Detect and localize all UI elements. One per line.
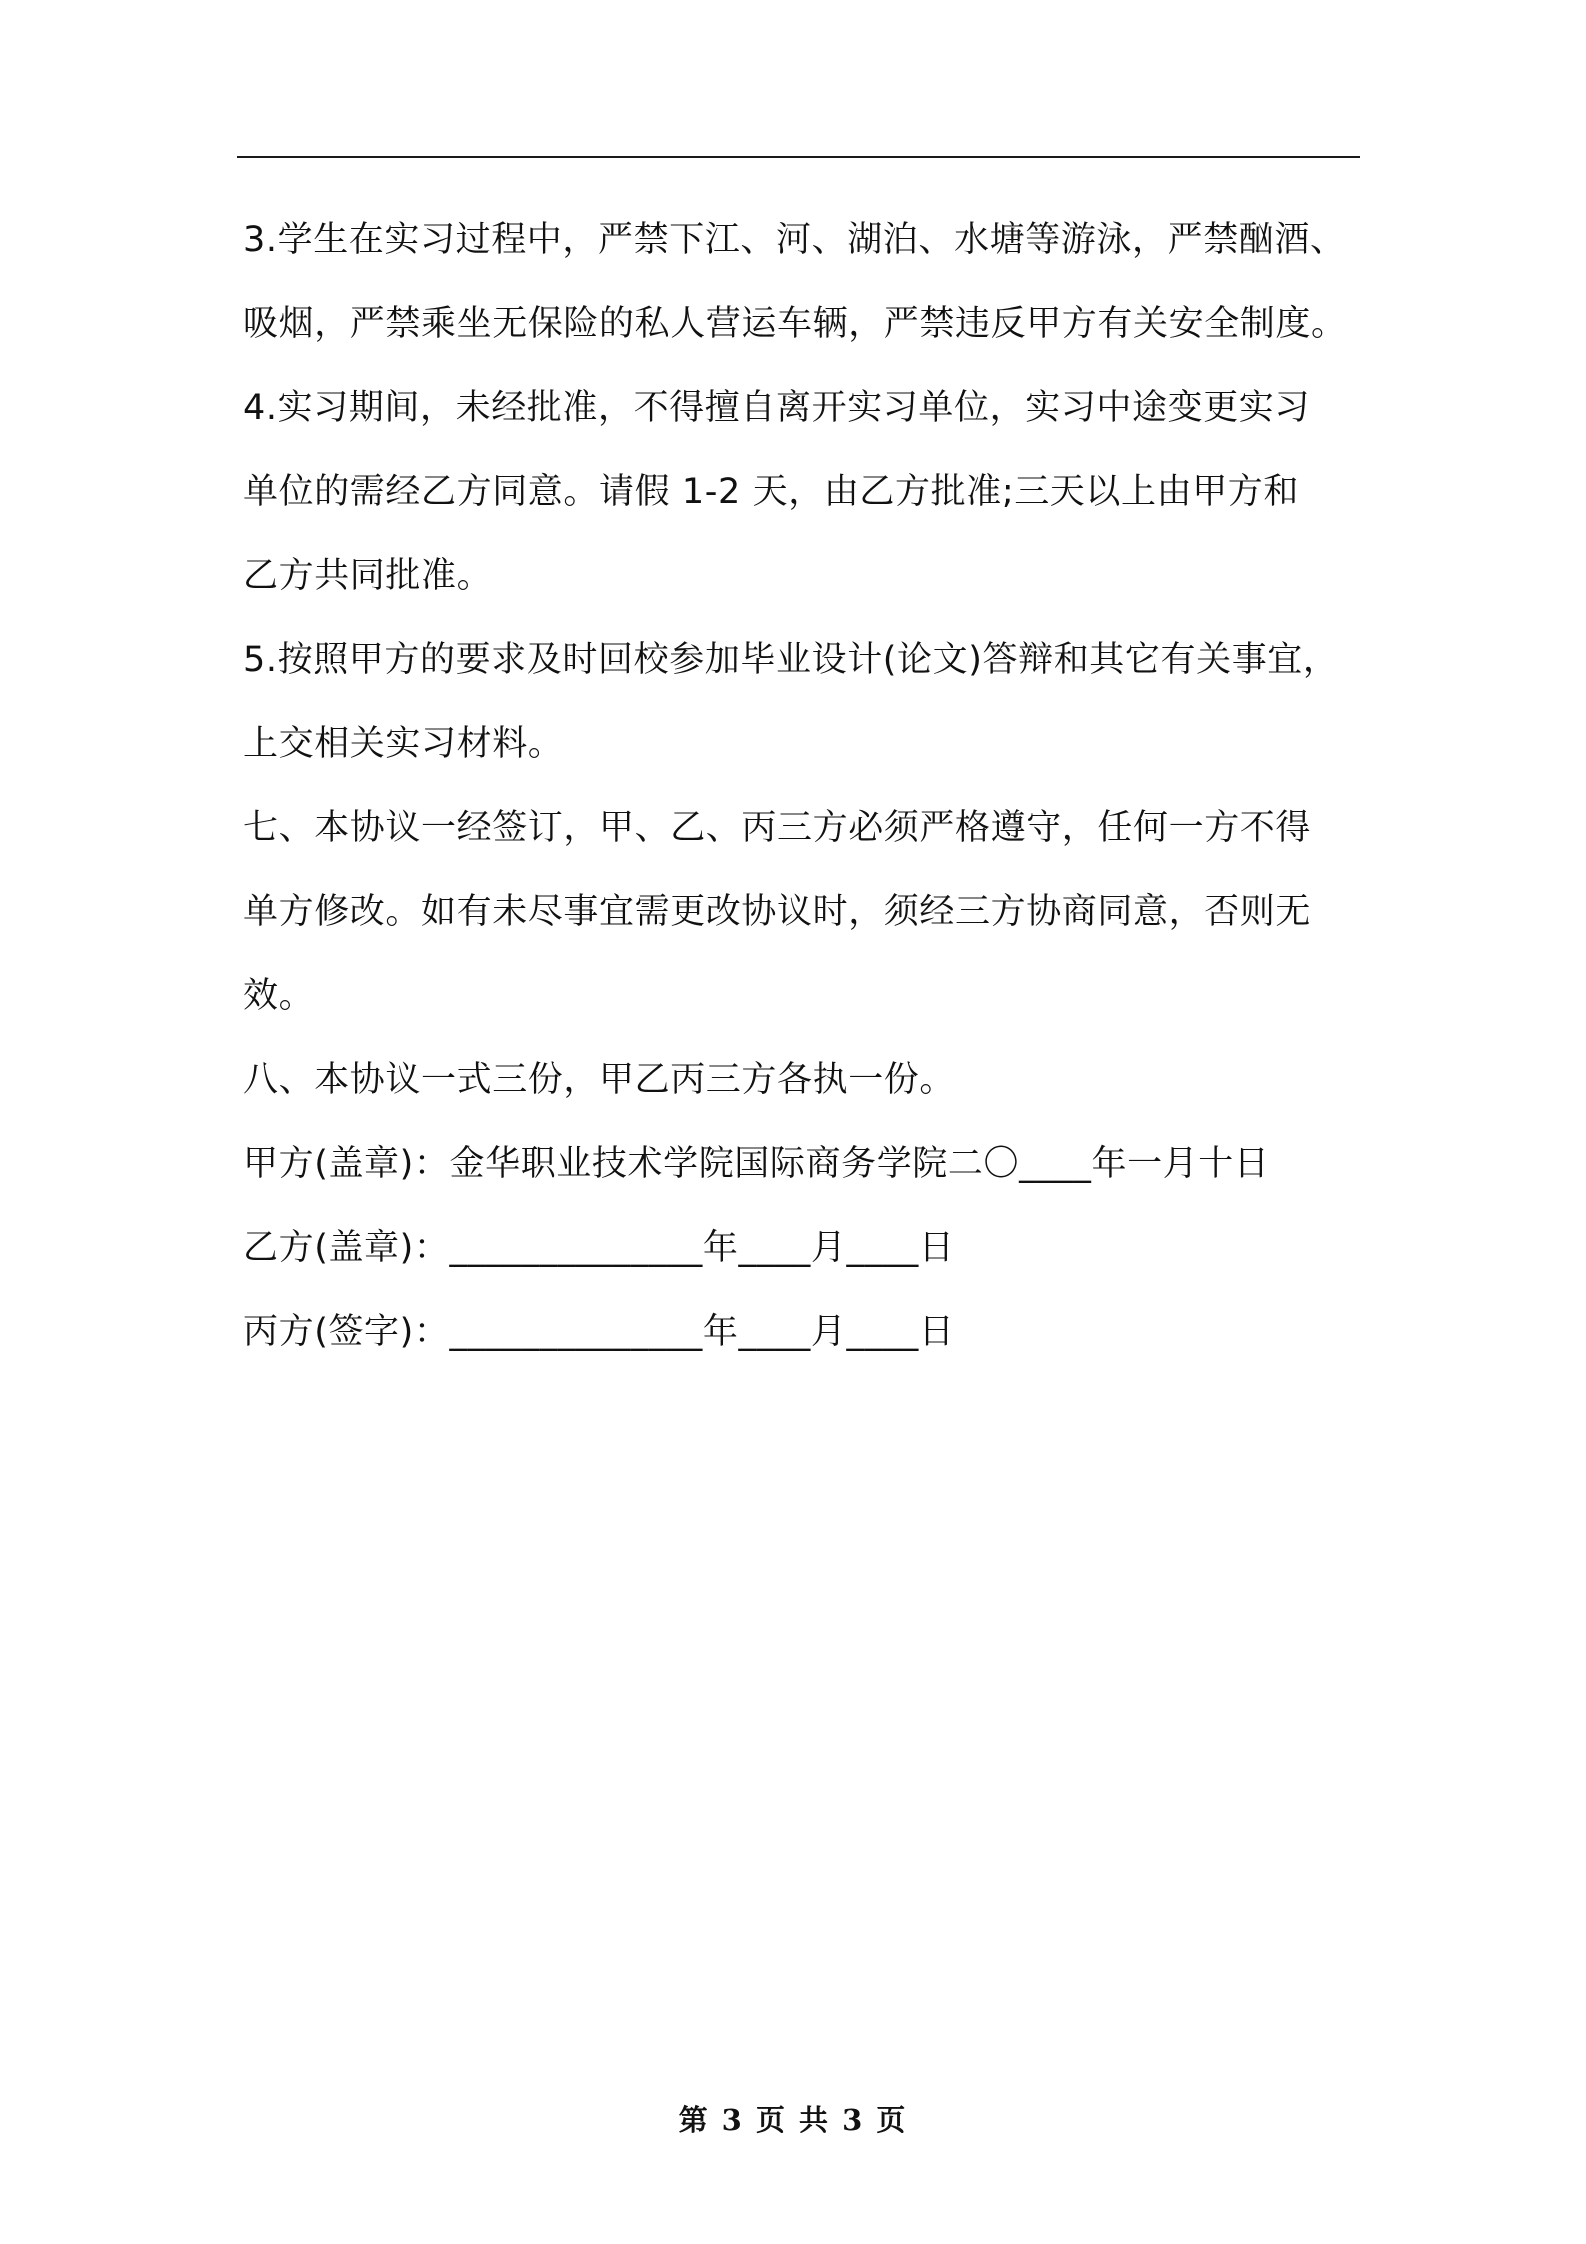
text-line: 上交相关实习材料。 — [243, 724, 564, 764]
text-line: 4.实习期间，未经批准，不得擅自离开实习单位，实习中途变更实习 — [243, 388, 1310, 428]
text-line: 八、本协议一式三份，甲乙丙三方各执一份。 — [243, 1060, 956, 1100]
text-line: 单方修改。如有未尽事宜需更改协议时，须经三方协商同意，否则无 — [243, 892, 1312, 932]
text-line: 七、本协议一经签订，甲、乙、丙三方必须严格遵守，任何一方不得 — [243, 808, 1312, 848]
signature-line-party-b: 乙方(盖章)：______________年____月____日 — [243, 1228, 955, 1268]
text-line: 5.按照甲方的要求及时回校参加毕业设计(论文)答辩和其它有关事宜， — [243, 640, 1339, 680]
text-line: 吸烟，严禁乘坐无保险的私人营运车辆，严禁违反甲方有关安全制度。 — [243, 304, 1347, 344]
text-line: 单位的需经乙方同意。请假 1-2 天，由乙方批准;三天以上由甲方和 — [243, 472, 1300, 512]
signature-line-party-c: 丙方(签字)：______________年____月____日 — [243, 1312, 955, 1352]
page-number: 第 3 页 共 3 页 — [678, 2103, 908, 2137]
signature-line-party-a: 甲方(盖章)：金华职业技术学院国际商务学院二〇____年一月十日 — [243, 1144, 1270, 1184]
text-line: 乙方共同批准。 — [243, 556, 493, 596]
text-line: 3.学生在实习过程中，严禁下江、河、湖泊、水塘等游泳，严禁酗酒、 — [243, 220, 1346, 260]
header-divider — [237, 156, 1360, 158]
document-body — [243, 198, 1363, 1374]
text-line: 效。 — [243, 976, 315, 1016]
